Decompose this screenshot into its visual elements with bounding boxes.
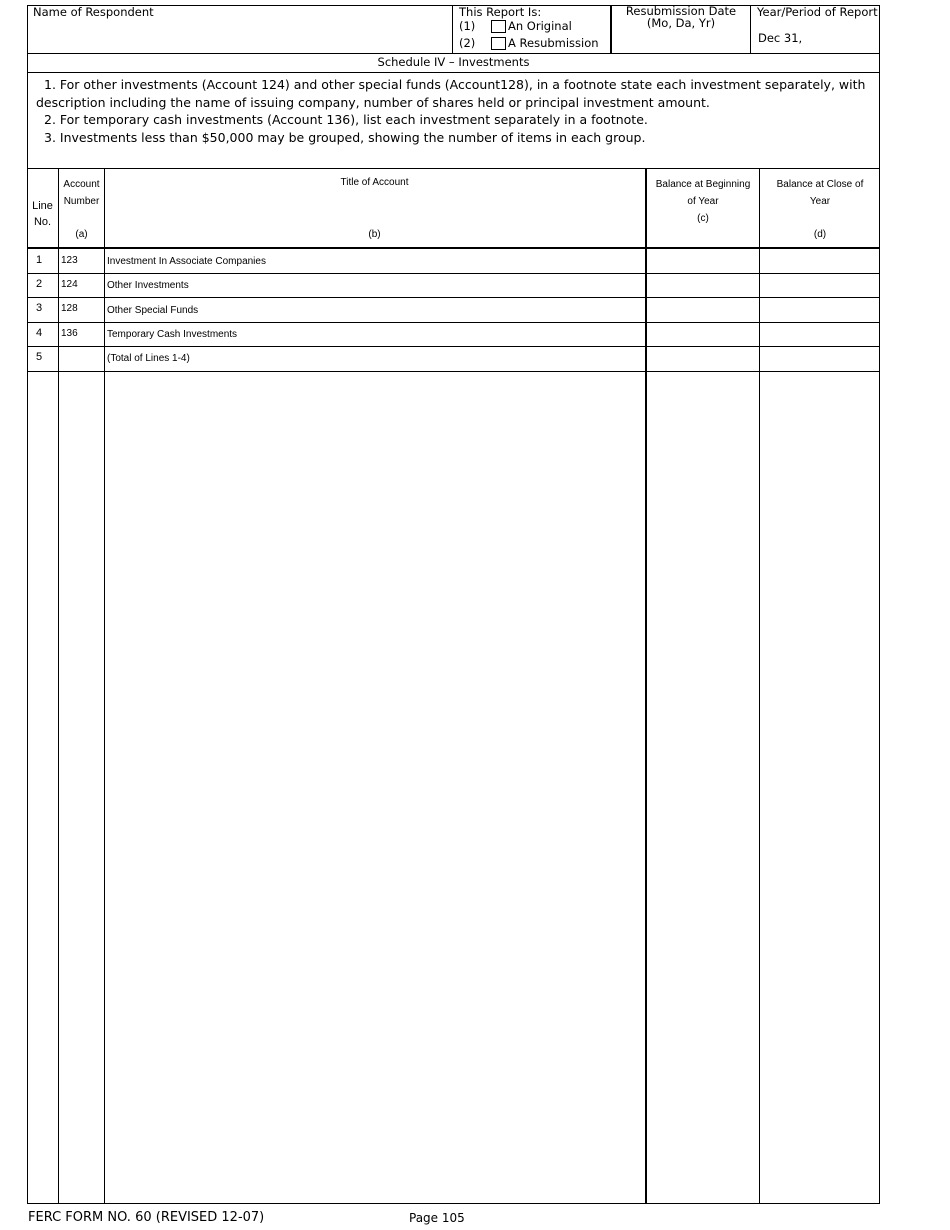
- balance-close-header-line2: Year: [809, 196, 831, 207]
- account-number: 136: [61, 328, 78, 339]
- form-id: FERC FORM NO. 60 (REVISED 12-07): [28, 1210, 265, 1225]
- balance-begin-cell[interactable]: [647, 323, 759, 346]
- instructions: [27, 72, 880, 169]
- account-header-line1: Account: [63, 179, 100, 190]
- page-number: Page 105: [409, 1211, 465, 1225]
- option-label: A Resubmission: [508, 36, 599, 50]
- year-period-label: Year/Period of Report: [757, 5, 878, 19]
- balance-close-header-line1: Balance at Close of: [776, 179, 864, 190]
- account-title: Temporary Cash Investments: [107, 329, 238, 340]
- col-header-title: Title of Account: [340, 177, 409, 188]
- report-option-resubmission: [459, 36, 599, 50]
- report-is-label: This Report Is:: [459, 5, 542, 19]
- col-header-line-no: [27, 198, 58, 230]
- resubmission-checkbox[interactable]: [491, 37, 506, 50]
- balance-begin-cell[interactable]: [647, 347, 759, 371]
- additional-entries-area[interactable]: [105, 372, 645, 1202]
- col-header-balance-begin: [647, 176, 759, 227]
- account-number: 128: [61, 303, 78, 314]
- line-number: 3: [36, 302, 43, 314]
- instruction-2: 2. For temporary cash investments (Account 136), list each investment separately in a footnote.: [44, 112, 648, 127]
- col-header-account-number: [58, 176, 105, 210]
- line-no-header-line2: No.: [33, 216, 52, 228]
- balance-begin-header-line1: Balance at Beginning: [655, 179, 751, 190]
- balance-begin-cell[interactable]: [647, 274, 759, 297]
- account-title: (Total of Lines 1-4): [107, 353, 190, 364]
- account-title: Other Special Funds: [107, 305, 199, 316]
- balance-begin-cell[interactable]: [647, 298, 759, 322]
- resubmission-date-format: (Mo, Da, Yr): [646, 16, 716, 30]
- instruction-3: 3. Investments less than $50,000 may be grouped, showing the number of items in each group.: [44, 129, 646, 145]
- account-number: 124: [61, 279, 78, 290]
- balance-begin-header-line2: of Year: [687, 196, 719, 207]
- line-no-header-line1: Line: [32, 200, 53, 212]
- balance-begin-cell[interactable]: [647, 249, 759, 273]
- resubmission-date-label: [612, 5, 750, 29]
- col-letter-c: (c): [697, 213, 709, 224]
- divider: [750, 5, 751, 54]
- respondent-name-field[interactable]: [30, 22, 448, 50]
- account-title: Investment In Associate Companies: [107, 256, 266, 267]
- balance-close-cell[interactable]: [760, 274, 879, 297]
- line-number: 1: [36, 254, 43, 266]
- instruction-1: 1. For other investments (Account 124) and other special funds (Account128), in a footnote state each investment separately, with description including the name of issuing company, number of shares held or principal investment amount.: [36, 77, 866, 110]
- account-header-line2: Number: [63, 196, 100, 207]
- col-letter-a: (a): [75, 229, 88, 240]
- account-title: Other Investments: [107, 280, 189, 291]
- table-row: [27, 249, 880, 273]
- table-row: [27, 298, 880, 322]
- table-row-total: [27, 347, 880, 371]
- line-number: 2: [36, 278, 43, 290]
- option-label: An Original: [508, 19, 572, 33]
- balance-close-cell[interactable]: [760, 249, 879, 273]
- col-letter-d: (d): [813, 229, 827, 240]
- balance-close-cell[interactable]: [760, 323, 879, 346]
- option-number: (1): [459, 19, 476, 33]
- account-number: 123: [61, 255, 78, 266]
- balance-close-cell[interactable]: [760, 347, 879, 371]
- option-number: (2): [459, 36, 476, 50]
- resubmission-date-title: Resubmission Date: [625, 4, 737, 18]
- table-row: [27, 274, 880, 297]
- resubmission-date-field[interactable]: [614, 32, 748, 52]
- divider: [452, 5, 453, 54]
- line-number: 5: [36, 351, 43, 363]
- original-checkbox[interactable]: [491, 20, 506, 33]
- line-number: 4: [36, 327, 43, 339]
- col-header-balance-close: [760, 176, 880, 210]
- name-of-respondent-label: Name of Respondent: [33, 5, 154, 19]
- col-letter-b: (b): [368, 229, 381, 240]
- report-option-original: [459, 19, 572, 33]
- balance-close-cell[interactable]: [760, 298, 879, 322]
- year-period-value[interactable]: Dec 31,: [758, 31, 803, 45]
- table-row: [27, 323, 880, 346]
- schedule-title: Schedule IV – Investments: [27, 53, 880, 73]
